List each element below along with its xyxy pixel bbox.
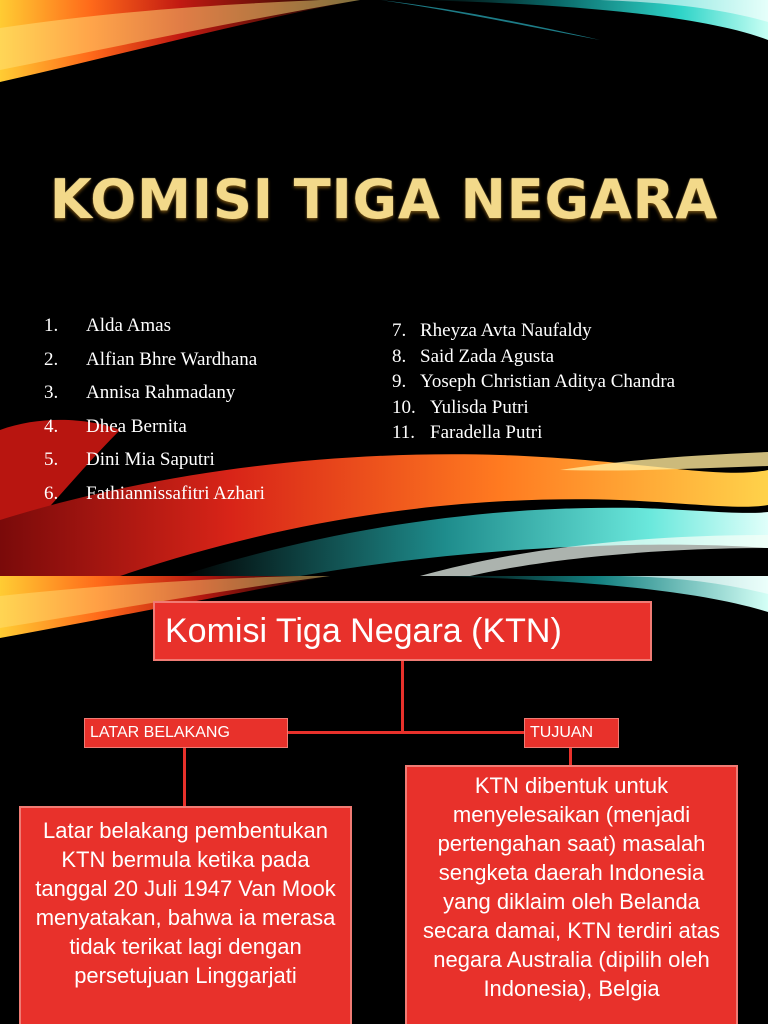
ktn-diagram-slide — [0, 576, 768, 1024]
member-list-left — [44, 315, 265, 517]
latar-belakang-text-box: Latar belakang pembentukan KTN bermula ketika pada tanggal 20 Juli 1947 Van Mook menyatakan, bahwa ia merasa tidak terikat lagi dengan persetujuan Linggarjati — [19, 806, 352, 1024]
list-item: 10. Yulisda Putri — [392, 396, 529, 418]
connector-horizontal — [288, 731, 524, 734]
connector-left-down — [183, 748, 186, 806]
list-item: 4. Dhea Bernita — [44, 415, 187, 437]
list-item: 1. Alda Amas — [44, 315, 171, 336]
presentation-title: KOMISI TIGA NEGARA — [49, 168, 719, 231]
latar-belakang-label: LATAR BELAKANG — [84, 718, 288, 748]
tujuan-label: TUJUAN — [524, 718, 619, 748]
member-list-right — [392, 320, 675, 448]
tujuan-text-box: KTN dibentuk untuk menyelesaikan (menjadi pertengahan saat) masalah sengketa daerah Indonesia yang diklaim oleh Belanda secara damai, KTN terdiri atas negara Australia (dipilih oleh Indonesia), Belgia — [405, 765, 738, 1024]
list-item: 2. Alfian Bhre Wardhana — [44, 348, 258, 370]
list-item: 3. Annisa Rahmadany — [44, 382, 236, 404]
ktn-title-box: Komisi Tiga Negara (KTN) — [153, 601, 652, 661]
list-item: 8. Said Zada Agusta — [392, 345, 555, 367]
connector-right-down — [569, 748, 572, 765]
list-item: 11. Faradella Putri — [392, 422, 543, 443]
list-item: 5. Dini Mia Saputri — [44, 449, 215, 471]
list-item: 9. Yoseph Christian Aditya Chandra — [392, 371, 676, 392]
list-item: 7. Rheyza Avta Naufaldy — [392, 320, 592, 341]
connector-vertical-main — [401, 661, 404, 731]
list-item: 6. Fathiannissafitri Azhari — [44, 482, 265, 504]
